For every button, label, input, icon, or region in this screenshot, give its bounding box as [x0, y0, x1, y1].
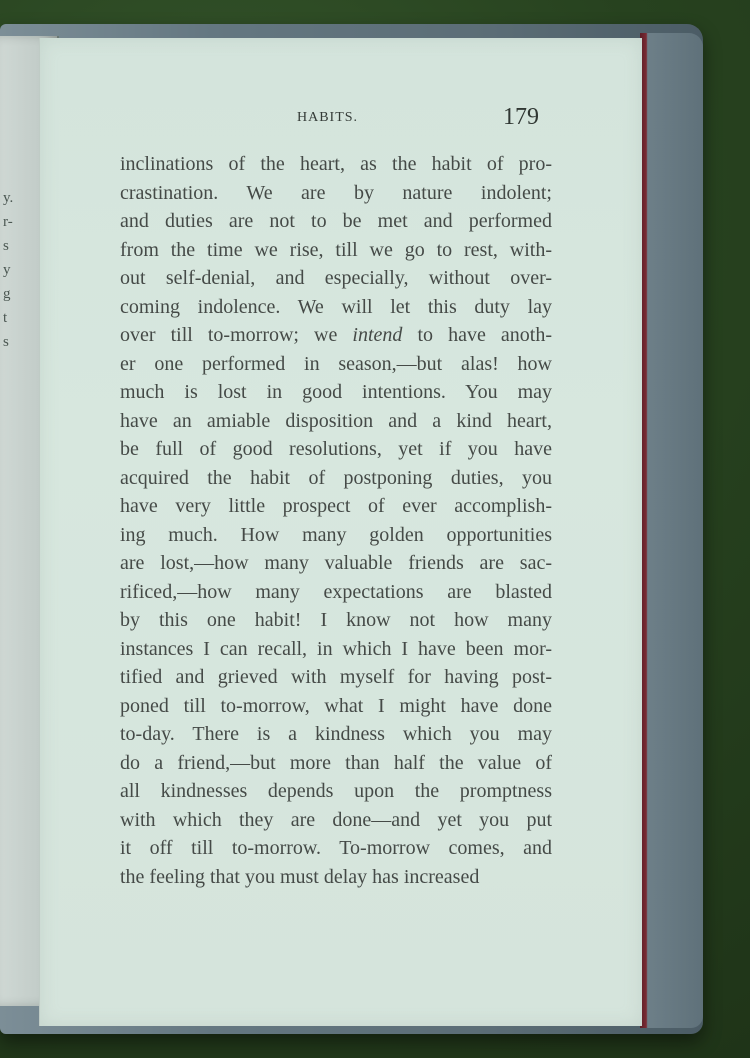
- text-line-part-2: to have anoth-: [402, 324, 552, 346]
- left-page-margin-text: y. r- s y g t s: [3, 190, 14, 350]
- text-line: coming indolence. We will let this duty lay: [120, 295, 552, 318]
- text-line: have very little prospect of ever accomplish-: [120, 495, 552, 517]
- text-line: it off till to-morrow. To-morrow comes, and: [120, 837, 552, 859]
- text-line: er one performed in season,—but alas! how: [120, 352, 552, 375]
- text-line: poned till to-morrow, what I might have done: [120, 694, 552, 717]
- running-head: HABITS.: [297, 110, 359, 125]
- text-line: have an amiable disposition and a kind heart,: [120, 409, 552, 432]
- text-line: all kindnesses depends upon the promptness: [120, 780, 552, 802]
- text-line: do a friend,—but more than half the value of: [120, 751, 552, 774]
- text-line: out self-denial, and especially, without over-: [120, 267, 552, 289]
- text-line: to-day. There is a kindness which you may: [120, 723, 552, 745]
- text-line: inclinations of the heart, as the habit of pro-: [120, 153, 552, 175]
- italic-word: intend: [352, 324, 403, 346]
- text-line: much is lost in good intentions. You may: [120, 381, 552, 403]
- text-line: with which they are done—and yet you put: [120, 808, 552, 831]
- text-line: are lost,—how many valuable friends are sac-: [120, 552, 552, 574]
- text-line: crastination. We are by nature indolent;: [120, 181, 552, 204]
- text-line: rificed,—how many expectations are blasted: [120, 580, 552, 603]
- text-line: instances I can recall, in which I have been mor-: [120, 637, 552, 660]
- text-line: acquired the habit of postponing duties, you: [120, 466, 552, 489]
- text-line: tified and grieved with myself for having post-: [120, 666, 552, 688]
- text-line: ing much. How many golden opportunities: [120, 523, 552, 546]
- text-line: by this one habit! I know not how many: [120, 609, 552, 631]
- body-text: [120, 150, 552, 891]
- text-line: the feeling that you must delay has increased: [120, 865, 480, 888]
- text-line-part-1: over till to-morrow; we: [120, 324, 353, 346]
- text-line: be full of good resolutions, yet if you have: [120, 438, 552, 460]
- text-line: from the time we rise, till we go to rest, with-: [120, 238, 552, 261]
- book-edge: [640, 33, 703, 1028]
- page-header: [0, 104, 750, 140]
- text-line-with-italic: [120, 321, 552, 350]
- page-number: 179: [503, 104, 539, 130]
- text-line: and duties are not to be met and performed: [120, 210, 552, 232]
